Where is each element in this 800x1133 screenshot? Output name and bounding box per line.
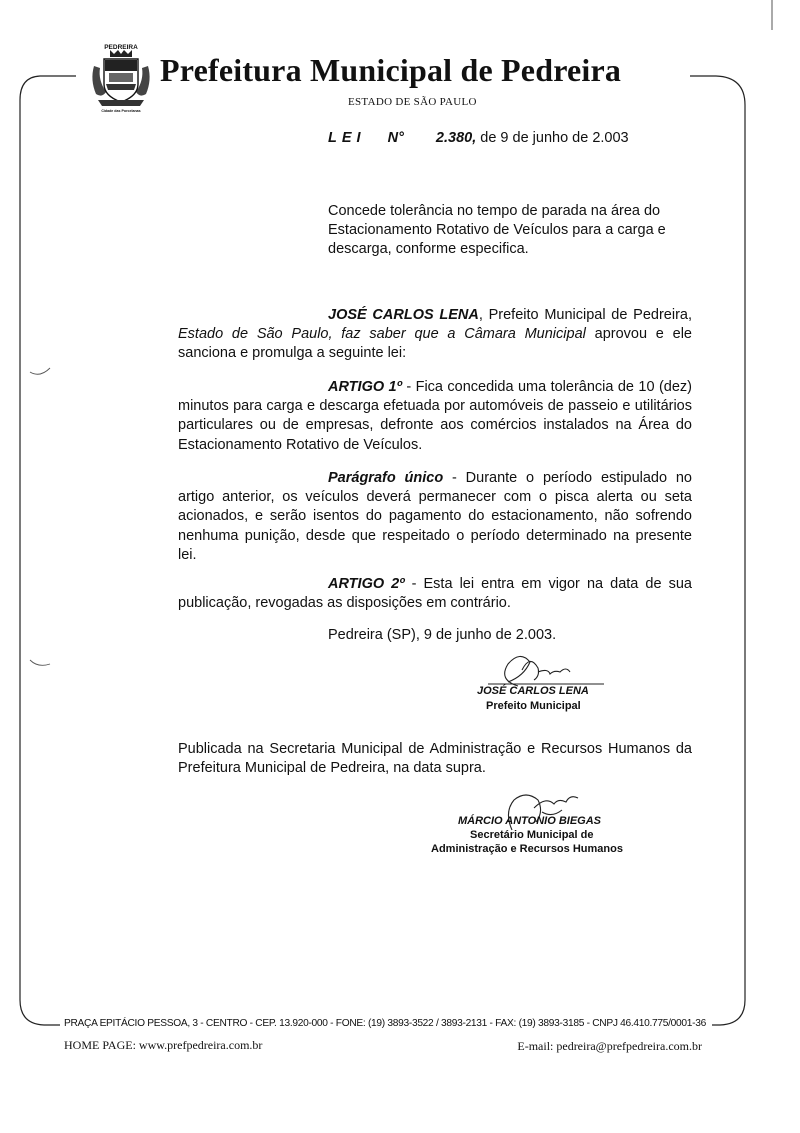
footer-homepage: HOME PAGE: www.prefpedreira.com.br (64, 1038, 263, 1052)
footer-address: PRAÇA EPITÁCIO PESSOA, 3 - CENTRO - CEP. 13.920-000 - FONE: (19) 3893-3522 / 3893-2131 - FAX: (19) 3893-3185 - CNPJ 46.410.775/0001-36 (64, 1018, 706, 1029)
crest-motto-text: Cidade das Porcelanas (101, 109, 141, 113)
article-1-paragraph (178, 378, 692, 455)
publication-note: Publicada na Secretaria Municipal de Administração e Recursos Humanos da Prefeitura Municipal de Pedreira, na data supra. (178, 741, 692, 777)
law-number: 2.380, (435, 130, 477, 146)
secretary-signature-name: MÁRCIO ANTONIO BIEGAS (458, 815, 602, 827)
crest-banner-text: PEDREIRA (104, 44, 138, 51)
sole-paragraph-label: Parágrafo único (328, 470, 444, 486)
mayor-signature-scribble (478, 650, 608, 690)
sole-paragraph (178, 469, 692, 565)
preamble-italic: Estado de São Paulo, faz saber que a Câmara Municipal (178, 326, 586, 343)
page-title: Prefeitura Municipal de Pedreira (160, 52, 622, 88)
preamble-paragraph (178, 306, 692, 364)
mayor-name: JOSÉ CARLOS LENA (328, 307, 479, 323)
article-1-label: ARTIGO 1º (328, 379, 402, 395)
preamble-text-2: aprovou e ele sanciona e promulga a seguinte lei: (178, 326, 692, 362)
date-place: Pedreira (SP), 9 de junho de 2.003. (328, 627, 557, 643)
article-2-paragraph (178, 575, 692, 613)
law-summary: Concede tolerância no tempo de parada na área do Estacionamento Rotativo de Veículos para a carga e descarga, conforme especifica. (328, 203, 666, 257)
preamble-text-1: , Prefeito Municipal de Pedreira, (478, 307, 693, 323)
secretary-signature-department: Administração e Recursos Humanos (431, 843, 623, 855)
secretary-signature-role: Secretário Municipal de (470, 829, 594, 841)
law-label: LEI (328, 130, 366, 146)
article-2-text: - Esta lei entra em vigor na data de sua publicação, revogadas as disposições em contrário. (178, 576, 692, 612)
mayor-signature-role: Prefeito Municipal (486, 700, 581, 712)
municipal-crest-emblem (88, 40, 154, 118)
law-number-label: N° (387, 130, 404, 146)
footer-email: E-mail: pedreira@prefpedreira.com.br (517, 1039, 702, 1053)
mayor-signature-name: JOSÉ CARLOS LENA (477, 685, 589, 697)
sole-paragraph-text: - Durante o período estipulado no artigo anterior, os veículos deverá permanecer com o pisca alerta ou seta acionados, e serão isentos do pagamento do estacionamento, não sofrendo nenhuma punição, desde que respeitado o período determinado na presente lei. (178, 470, 692, 563)
law-date: de 9 de junho de 2.003 (480, 130, 629, 146)
article-2-label: ARTIGO 2º (328, 576, 405, 592)
law-heading (328, 130, 629, 146)
article-1-text: - Fica concedida uma tolerância de 10 (dez) minutos para carga e descarga efetuada por automóveis de passeio e utilitários particulares ou de empresas, defronte aos comércios instalados na Área do Estacionamento Rotativo de Veículos. (178, 379, 693, 453)
page-subtitle: ESTADO DE SÃO PAULO (348, 96, 477, 108)
